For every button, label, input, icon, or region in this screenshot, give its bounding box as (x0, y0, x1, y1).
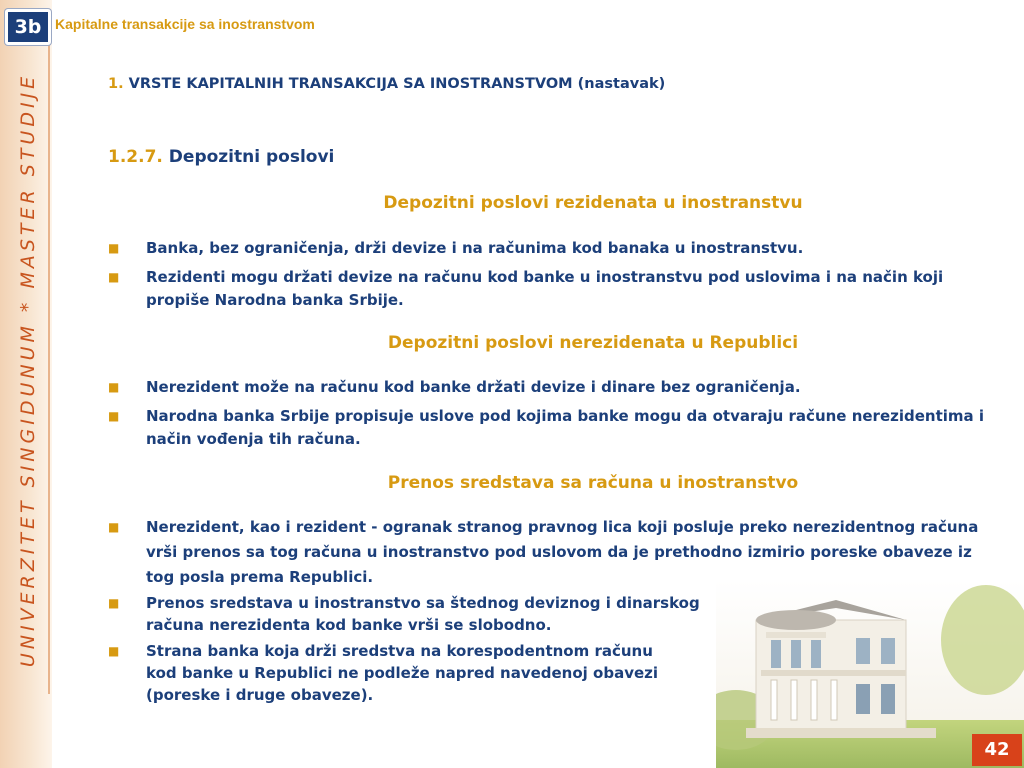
heading-transfer-abroad: Prenos sredstava sa računa u inostranstvo (387, 473, 799, 493)
bullet-square-icon: ■ (108, 520, 120, 534)
list-item (108, 515, 998, 590)
bullet-square-icon: ■ (108, 270, 120, 284)
list-item (108, 592, 736, 636)
list-item (108, 640, 666, 706)
list-item (108, 237, 998, 260)
list-item-text: Nerezident, kao i rezident - ogranak stranog pravnog lica koji posluje preko nerezidentnog računa vrši prenos sa tog računa u inostranstvo pod uslovom da je prethodno izmirio poreske obaveze iz tog posla prema Republici. (146, 518, 979, 586)
chapter-badge: 3b (5, 9, 51, 45)
sidebar-university-text: UNIVERZITET SINGIDUNUM * MASTER STUDIJE (17, 72, 39, 668)
list-item-text: Banka, bez ograničenja, drži devize i na računima kod banaka u inostranstvu. (146, 239, 804, 257)
list-item (108, 266, 998, 312)
bullet-square-icon: ■ (108, 380, 120, 394)
subsection-number: 1.2.7. (108, 147, 163, 167)
page-number: 42 (972, 734, 1022, 766)
list-item-text: Rezidenti mogu držati devize na računu kod banke u inostranstvu pod uslovima i na način koji propiše Narodna banka Srbije. (146, 268, 944, 309)
bullet-list-transfers (108, 515, 998, 706)
bullet-square-icon: ■ (108, 596, 120, 610)
list-item (108, 376, 998, 399)
subsection-title-text: Depozitni poslovi (168, 147, 335, 167)
section-number: 1. (108, 76, 124, 92)
bullet-square-icon: ■ (108, 644, 120, 658)
heading-nonresidents-republic: Depozitni poslovi nerezidenata u Republici (387, 333, 799, 353)
section-title-text: VRSTE KAPITALNIH TRANSAKCIJA SA INOSTRANSTVOM (nastavak) (128, 76, 666, 92)
list-item (108, 405, 998, 451)
bullet-square-icon: ■ (108, 241, 120, 255)
bullet-list-nonresidents (108, 376, 998, 457)
bullet-square-icon: ■ (108, 409, 120, 423)
list-item-text: Nerezident može na računu kod banke držati devize i dinare bez ograničenja. (146, 378, 801, 396)
bullet-list-residents (108, 237, 998, 318)
heading-residents-abroad: Depozitni poslovi rezidenata u inostranstvu (383, 193, 803, 213)
list-item-text: Narodna banka Srbije propisuje uslove pod kojima banke mogu da otvaraju račune nerezidentima i način vođenja tih računa. (146, 407, 985, 448)
list-item-text: Prenos sredstava u inostranstvo sa štednog deviznog i dinarskog računa nerezidenta kod banke vrši se slobodno. (146, 594, 700, 634)
list-item-text: Strana banka koja drži sredstva na korespodentnom računu kod banke u Republici ne podleže napred navedenoj obavezi (poreske i druge obaveze). (146, 642, 659, 704)
section-title (108, 76, 665, 92)
header-title: Kapitalne transakcije sa inostranstvom (55, 16, 315, 32)
subsection-title (108, 147, 334, 167)
